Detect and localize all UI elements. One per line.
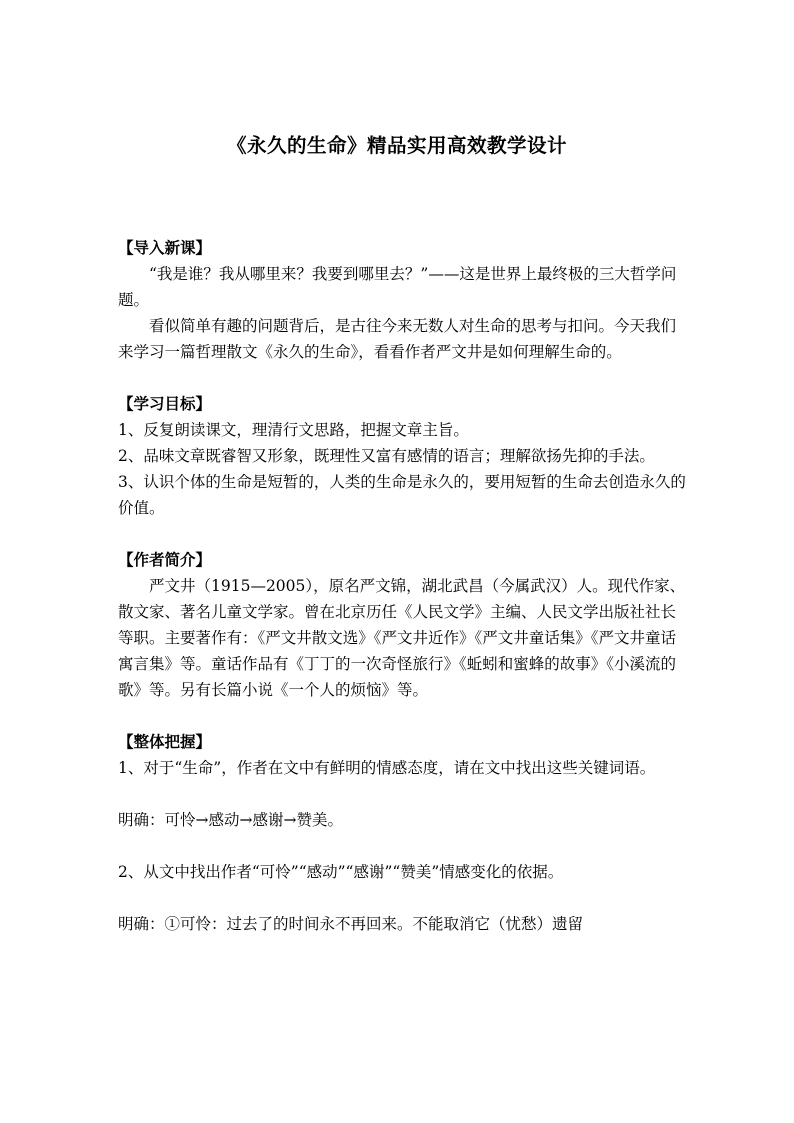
goal-item-2: 2、品味文章既睿智又形象，既理性又富有感情的语言；理解欲扬先抑的手法。 [118,447,655,465]
goal-item-3: 3、认识个体的生命是短暂的，人类的生命是永久的，要用短暂的生命去创造永久的价值。 [118,473,686,517]
document-body [118,235,686,937]
goal-item-1: 1、反复朗读课文，理清行文思路，把握文章主旨。 [118,421,469,439]
overall-answer-1: 明确：可怜→感动→感谢→赞美。 [118,811,343,829]
intro-paragraph-2: 看似简单有趣的问题背后，是古往今来无数人对生命的思考与扣问。今天我们来学习一篇哲理散文《永久的生命》，看看作者严文井是如何理解生命的。 [118,317,677,361]
intro-paragraph-1: “我是谁？我从哪里来？我要到哪里去？”——这是世界上最终极的三大哲学问题。 [118,265,677,309]
document-title: 《永久的生命》精品实用高效教学设计 [226,134,567,157]
section-heading-author: 【作者简介】 [118,551,212,569]
section-heading-intro: 【导入新课】 [118,239,212,257]
overall-question-1: 1、对于“生命”，作者在文中有鲜明的情感态度，请在文中找出这些关键词语。 [118,759,656,777]
overall-answer-2: 明确：①可怜：过去了的时间永不再回来。不能取消它（忧愁）遗留 [118,915,584,933]
section-heading-goals: 【学习目标】 [118,395,212,413]
overall-question-2: 2、从文中找出作者“可怜”“感动”“感谢”“赞美”情感变化的依据。 [118,863,564,881]
section-heading-overall: 【整体把握】 [118,733,212,751]
author-paragraph: 严文井（1915—2005），原名严文锦，湖北武昌（今属武汉）人。现代作家、散文家、著名儿童文学家。曾在北京历任《人民文学》主编、人民文学出版社社长等职。主要著作有：《严文井散文选》《严文井近作》《严文井童话集》《严文井童话寓言集》等。童话作品有《丁丁的一次奇怪旅行》《蚯蚓和蜜蜂的故事》《小溪流的歌》等。另有长篇小说《一个人的烦恼》等。 [118,577,686,699]
